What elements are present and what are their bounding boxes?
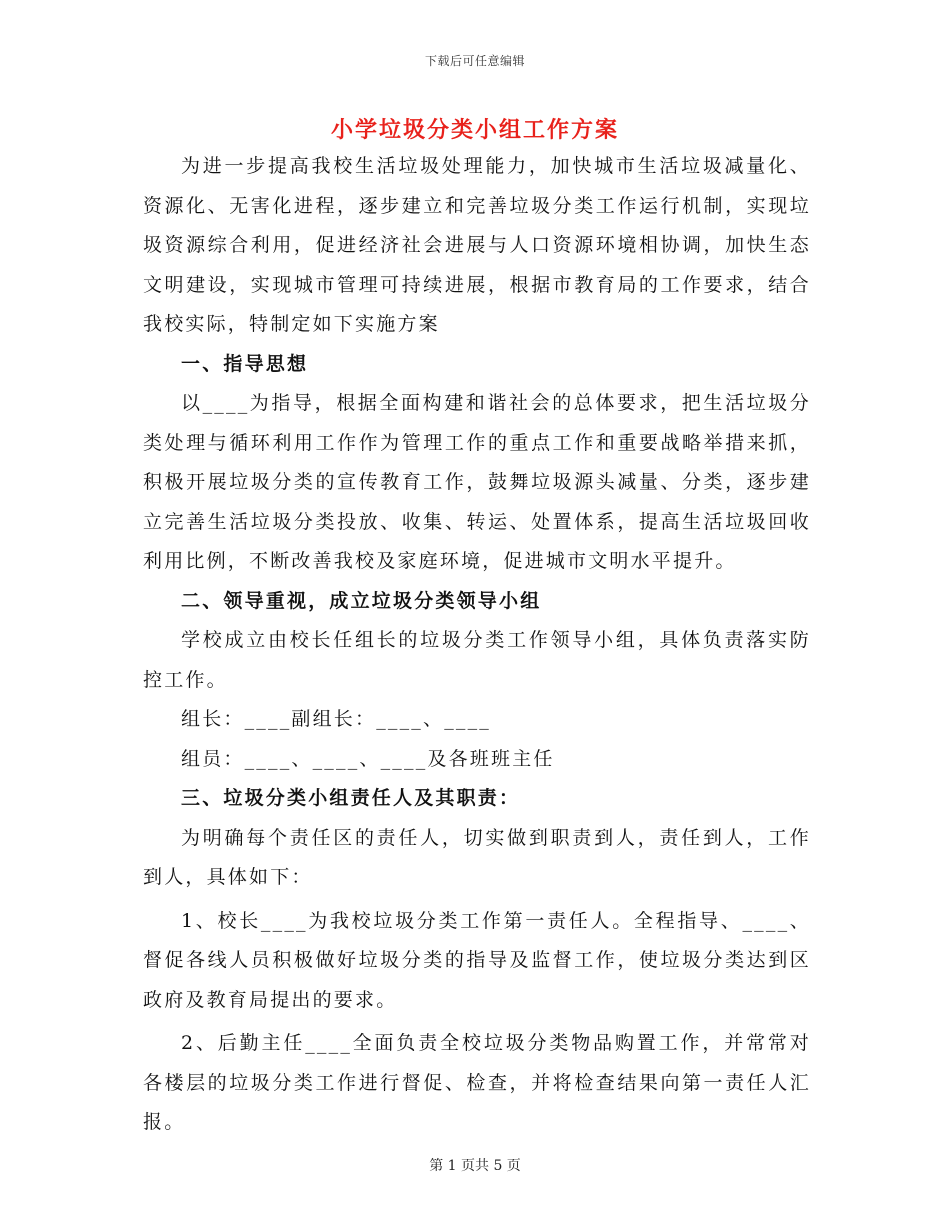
- leader-line: 组长：____副组长：____、____: [181, 708, 492, 730]
- section-heading-1: 一、指导思想: [181, 352, 309, 375]
- guiding-paragraph: 以____为指导，根据全面构建和谐社会的总体要求，把生活垃圾分类处理与循环利用工作作为管理工作的重点工作和重要战略举措来抓，积极开展垃圾分类的宣传教育工作，鼓舞垃圾源头减量、分类，逐步建立完善生活垃圾分类投放、收集、转运、处置体系，提高生活垃圾回收利用比例，不断改善我校及家庭环境，促进城市文明水平提升。: [143, 392, 811, 572]
- members-line: 组员：____、____、____及各班班主任: [181, 747, 555, 770]
- section-heading-2: 二、领导重视，成立垃圾分类领导小组: [181, 589, 542, 612]
- document-body: [143, 147, 811, 1143]
- item-1-paragraph: 1、校长____为我校垃圾分类工作第一责任人。全程指导、____、督促各线人员积极做好垃圾分类的指导及监督工作，使垃圾分类达到区政府及教育局提出的要求。: [143, 909, 811, 1011]
- responsibility-paragraph: 为明确每个责任区的责任人，切实做到职责到人，责任到人，工作到人，具体如下：: [143, 826, 811, 888]
- header-note: 下载后可任意编辑: [424, 54, 525, 68]
- section-heading-3: 三、垃圾分类小组责任人及其职责：: [181, 787, 521, 809]
- leadership-paragraph: 学校成立由校长任组长的垃圾分类工作领导小组，具体负责落实防控工作。: [143, 629, 811, 691]
- item-2-paragraph: 2、后勤主任____全面负责全校垃圾分类物品购置工作，并常常对各楼层的垃圾分类工作进行督促、检查，并将检查结果向第一责任人汇报。: [143, 1032, 811, 1133]
- page-footer: 第 1 页共 5 页: [429, 1158, 521, 1174]
- document-title: 小学垃圾分类小组工作方案: [330, 117, 619, 143]
- intro-paragraph: 为进一步提高我校生活垃圾处理能力，加快城市生活垃圾减量化、资源化、无害化进程，逐步建立和完善垃圾分类工作运行机制，实现垃圾资源综合利用，促进经济社会进展与人口资源环境相协调，加快生态文明建设，实现城市管理可持续进展，根据市教育局的工作要求，结合我校实际，特制定如下实施方案: [143, 155, 811, 335]
